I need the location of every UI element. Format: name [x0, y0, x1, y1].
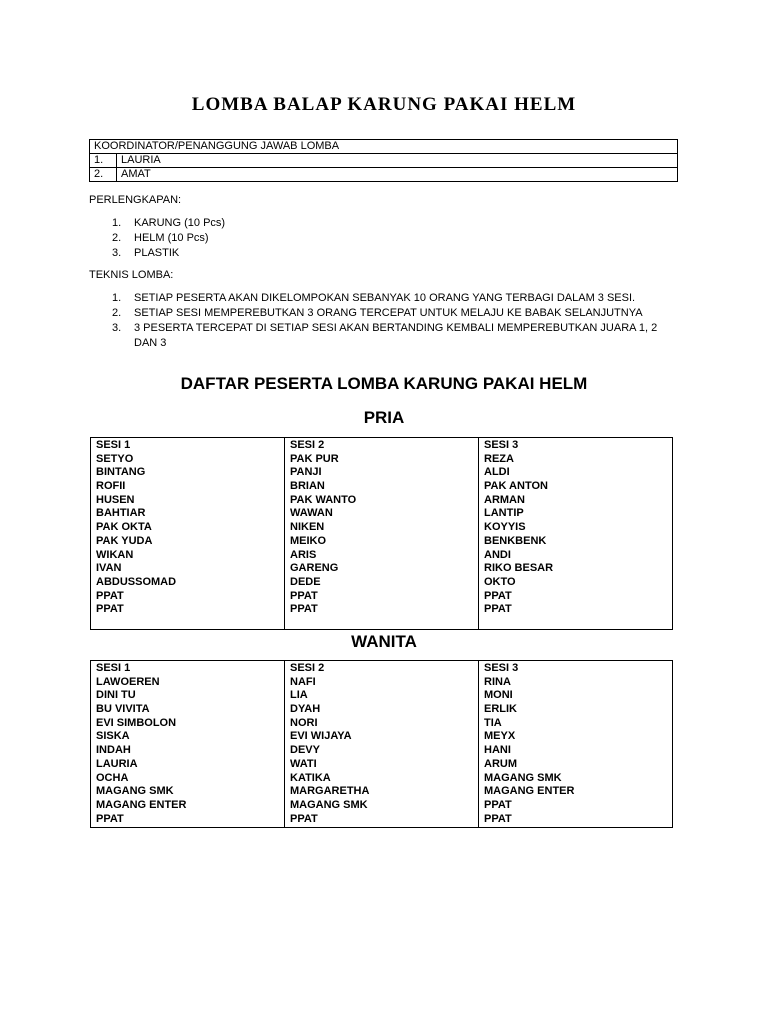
perlengkapan-label: PERLENGKAPAN: [89, 194, 182, 206]
koordinator-header-row [90, 140, 678, 154]
participant-name: PAK YUDA [96, 534, 153, 547]
participant-name: ANDI [484, 548, 511, 561]
list-item-text: 3 PESERTA TERCEPAT DI SETIAP SESI AKAN BERTANDING KEMBALI MEMPEREBUTKAN JUARA 1, 2 DAN 3 [134, 322, 658, 349]
teknis-label: TEKNIS LOMBA: [89, 269, 174, 281]
sesi-header: SESI 1 [96, 662, 131, 674]
participant-name: PPAT [290, 589, 318, 602]
koordinator-header: KOORDINATOR/PENANGGUNG JAWAB LOMBA [90, 140, 678, 154]
participant-name: PPAT [484, 812, 512, 825]
koordinator-row [90, 168, 678, 182]
participant-name: NORI [290, 716, 318, 729]
list-item [89, 231, 679, 246]
participant-name: WIKAN [96, 548, 134, 561]
perlengkapan-list [89, 216, 679, 261]
participant-name: PANJI [290, 466, 322, 479]
participant-name: DINI TU [96, 689, 136, 702]
participant-name: BENKBENK [484, 534, 547, 547]
participant-name: REZA [484, 452, 514, 465]
list-item-text: HELM (10 Pcs) [134, 232, 209, 244]
participant-name: ARIS [290, 548, 317, 561]
participant-name: OKTO [484, 575, 516, 588]
participant-name: ERLIK [484, 703, 517, 716]
pria-sesi-1-column [91, 438, 285, 630]
participant-name: PPAT [290, 812, 318, 825]
document-title: LOMBA BALAP KARUNG PAKAI HELM [191, 94, 577, 115]
sesi-header: SESI 2 [290, 662, 325, 674]
list-item-text: PLASTIK [134, 247, 180, 259]
wanita-title: WANITA [351, 632, 417, 651]
koordinator-row [90, 154, 678, 168]
list-item [89, 246, 679, 261]
participant-name: KATIKA [290, 771, 331, 784]
participant-name: SETYO [96, 452, 134, 465]
participant-name: DEDE [290, 575, 321, 588]
participant-name: PAK OKTA [96, 521, 152, 534]
participant-name: MARGARETHA [290, 785, 370, 798]
koordinator-row-number: 1. [90, 154, 117, 168]
koordinator-row-name: LAURIA [117, 154, 678, 168]
koordinator-row-name: AMAT [117, 168, 678, 182]
participant-name: IVAN [96, 562, 122, 575]
pria-sesi-2-column [285, 438, 479, 630]
list-item-number: 2. [112, 307, 122, 319]
sesi-header: SESI 3 [484, 662, 519, 674]
participant-name: LANTIP [484, 507, 524, 520]
participant-name: NIKEN [290, 521, 325, 534]
participant-name: WAWAN [290, 507, 333, 520]
list-item-text: SETIAP SESI MEMPEREBUTKAN 3 ORANG TERCEPAT UNTUK MELAJU KE BABAK SELANJUTNYA [134, 307, 643, 319]
participant-name: HANI [484, 744, 511, 757]
pria-title: PRIA [363, 408, 405, 427]
list-item-number: 3. [112, 322, 122, 334]
participant-name: MONI [484, 689, 513, 702]
sesi-header: SESI 3 [484, 439, 519, 451]
participant-name: PPAT [484, 589, 512, 602]
participant-name: PAK ANTON [484, 480, 548, 493]
participant-name: EVI SIMBOLON [96, 716, 177, 729]
participant-name: LAURIA [96, 757, 138, 770]
participant-name: PPAT [290, 603, 318, 616]
participant-name: LIA [290, 689, 308, 702]
pria-table [90, 437, 673, 630]
participant-name: MAGANG SMK [290, 798, 368, 811]
table-row [91, 661, 673, 828]
sesi-header: SESI 2 [290, 439, 325, 451]
wanita-sesi-2-column [285, 661, 479, 828]
participant-name: MAGANG ENTER [96, 798, 187, 811]
participant-name: ALDI [484, 466, 510, 479]
koordinator-table [89, 139, 678, 182]
pria-sesi-3-column [479, 438, 673, 630]
list-item [89, 321, 679, 351]
participant-name: EVI WIJAYA [290, 730, 352, 743]
koordinator-row-number: 2. [90, 168, 117, 182]
participant-name: GARENG [290, 562, 339, 575]
participant-name: OCHA [96, 771, 129, 784]
participant-name: ABDUSSOMAD [96, 575, 177, 588]
list-item [89, 216, 679, 231]
wanita-sesi-3-column [479, 661, 673, 828]
participant-name: HUSEN [96, 493, 135, 506]
participant-name: RIKO BESAR [484, 562, 554, 575]
wanita-sesi-1-column [91, 661, 285, 828]
participant-name: PPAT [484, 798, 512, 811]
participant-name: SISKA [96, 730, 130, 743]
sesi-header: SESI 1 [96, 439, 131, 451]
participant-name: MAGANG SMK [96, 785, 174, 798]
list-item [89, 306, 679, 321]
participant-name: PAK PUR [290, 452, 339, 465]
participant-name: BINTANG [96, 466, 146, 479]
participant-name: PPAT [96, 589, 124, 602]
participant-name: LAWOEREN [96, 675, 160, 688]
participant-name: PPAT [96, 603, 124, 616]
participant-name: PAK WANTO [290, 493, 357, 506]
participant-name: MAGANG ENTER [484, 785, 575, 798]
participant-name: RINA [484, 675, 511, 688]
list-item-number: 2. [112, 232, 122, 244]
participant-name: DEVY [290, 744, 320, 757]
participant-name: ARMAN [484, 493, 525, 506]
list-item [89, 291, 679, 306]
participant-name: MAGANG SMK [484, 771, 562, 784]
participant-name: INDAH [96, 744, 131, 757]
participant-name: ROFII [96, 480, 126, 493]
participant-name: PPAT [96, 812, 124, 825]
list-item-text: SETIAP PESERTA AKAN DIKELOMPOKAN SEBANYAK 10 ORANG YANG TERBAGI DALAM 3 SESI. [134, 292, 636, 304]
participant-name: ARUM [484, 757, 517, 770]
list-item-number: 1. [112, 292, 122, 304]
list-item-number: 1. [112, 217, 122, 229]
participant-name: NAFI [290, 675, 316, 688]
participant-name: DYAH [290, 703, 321, 716]
daftar-peserta-title: DAFTAR PESERTA LOMBA KARUNG PAKAI HELM [180, 374, 588, 393]
wanita-table [90, 660, 673, 828]
participant-name: WATI [290, 757, 317, 770]
participant-name: BU VIVITA [96, 703, 150, 716]
participant-name: MEIKO [290, 534, 327, 547]
table-row [91, 438, 673, 630]
participant-name: MEYX [484, 730, 516, 743]
list-item-text: KARUNG (10 Pcs) [134, 217, 226, 229]
list-item-number: 3. [112, 247, 122, 259]
participant-name: BRIAN [290, 480, 325, 493]
participant-name: KOYYIS [484, 521, 526, 534]
teknis-list [89, 291, 679, 351]
participant-name: TIA [484, 716, 502, 729]
participant-name: PPAT [484, 603, 512, 616]
participant-name: BAHTIAR [96, 507, 146, 520]
